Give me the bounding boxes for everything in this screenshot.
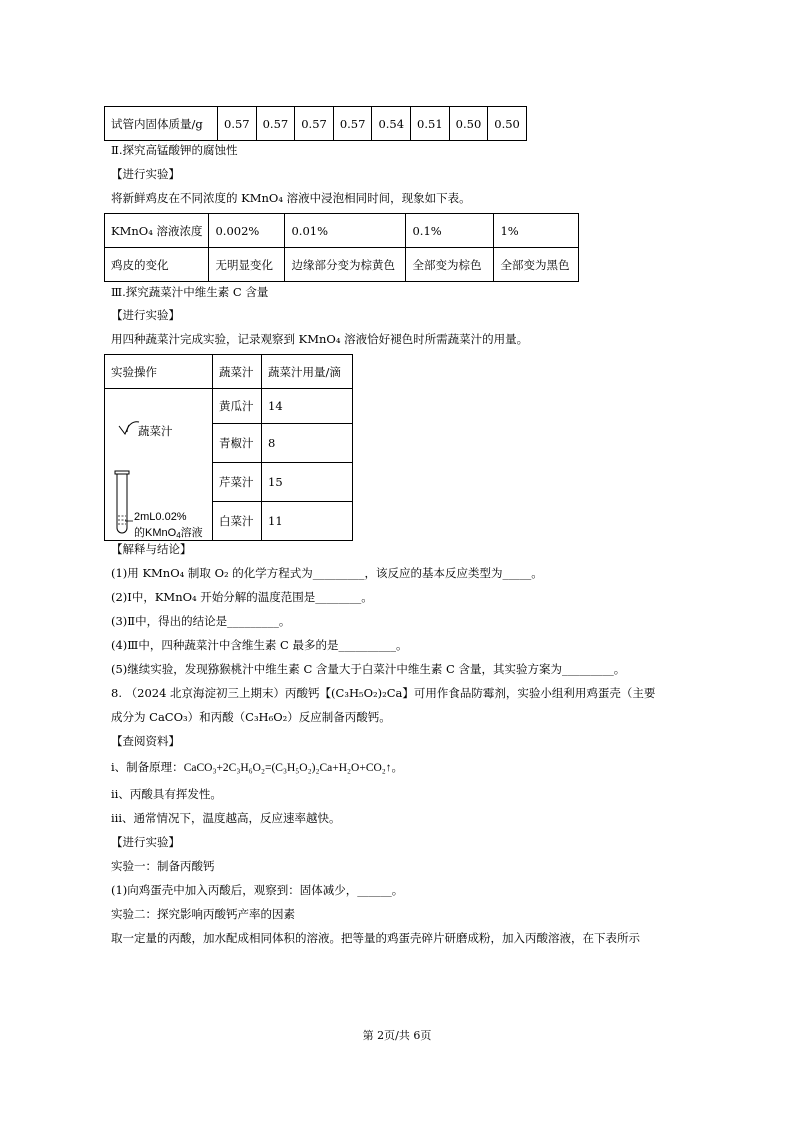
reaction-equation: CaCO₃+2C₃H₆O₂=(C₃H₅O₂)₂Ca+H₂O+CO₂↑。	[183, 762, 404, 774]
page-footer: 第 2页/共 6页	[362, 1029, 432, 1042]
mass-value: 0.54	[372, 107, 411, 141]
info-i	[111, 759, 403, 776]
experiment-2-text: 取一定量的丙酸，加水配成相同体积的溶液。把等量的鸡蛋壳碎片研磨成粉，加入丙酸溶液，在下表所示	[111, 931, 640, 945]
question-5: (5)继续实验，发现猕猴桃汁中维生素 C 含量大于白菜汁中维生素 C 含量，其实验方案为_________。	[111, 662, 626, 676]
section2-title: Ⅱ.探究高锰酸钾的腐蚀性	[111, 143, 238, 157]
veg-name: 白菜汁	[213, 502, 262, 541]
skin-table	[104, 213, 579, 282]
question-4: (4)Ⅲ中，四种蔬菜汁中含维生素 C 最多的是__________。	[111, 638, 408, 652]
solution-label-2a: 的KMnO	[134, 526, 177, 539]
skin-cell: 无明显变化	[209, 248, 285, 282]
experiment-2-title: 实验二：探究影响丙酸钙产率的因素	[111, 907, 295, 921]
solution-label-2	[134, 524, 203, 540]
question-1: (1)用 KMnO₄ 制取 O₂ 的化学方程式为_________，该反应的基本反应类型为_____。	[111, 566, 543, 580]
skin-cell: 边缘部分变为棕黄色	[285, 248, 406, 282]
mass-value: 0.57	[295, 107, 334, 141]
veg-table	[104, 354, 353, 541]
juice-label: 蔬菜汁	[138, 423, 173, 438]
veg-name: 青椒汁	[213, 424, 262, 463]
skin-cell: 0.1%	[406, 214, 494, 248]
veg-header: 蔬菜汁	[213, 355, 262, 389]
question-3: (3)Ⅱ中，得出的结论是_________。	[111, 614, 291, 628]
problem8-line2: 成分为 CaCO₃）和丙酸（C₃H₆O₂）反应制备丙酸钙。	[111, 710, 391, 724]
solution-label-sub: 4	[176, 530, 181, 540]
experiment-1-question: (1)向鸡蛋壳中加入丙酸后，观察到：固体减少，______。	[111, 883, 404, 897]
veg-name: 芹菜汁	[213, 463, 262, 502]
skin-cell: 全部变为棕色	[406, 248, 494, 282]
mass-value: 0.51	[411, 107, 450, 141]
skin-cell: KMnO₄ 溶液浓度	[105, 214, 209, 248]
experiment-heading: 【进行实验】	[111, 835, 180, 849]
conclusion-heading: 【解释与结论】	[111, 542, 192, 556]
section3-title: Ⅲ.探究蔬菜汁中维生素 C 含量	[111, 285, 269, 299]
mass-value: 0.50	[488, 107, 527, 141]
info-iii: ⅲ、通常情况下，温度越高，反应速率越快。	[111, 811, 341, 825]
solution-label-1: 2mL0.02%	[134, 510, 187, 523]
mass-value: 0.57	[333, 107, 372, 141]
skin-cell: 0.01%	[285, 214, 406, 248]
veg-name: 黄瓜汁	[213, 389, 262, 424]
problem8-line1: 8. （2024 北京海淀初三上期末）丙酸钙【(C₃H₅O₂)₂Ca】可用作食品防霉剂，实验小组利用鸡蛋壳（主要	[111, 686, 656, 700]
experiment-diagram-cell	[105, 389, 213, 541]
experiment-1-title: 实验一：制备丙酸钙	[111, 859, 215, 873]
veg-drops: 8	[262, 424, 353, 463]
mass-value: 0.57	[256, 107, 295, 141]
info-ii: ⅱ、丙酸具有挥发性。	[111, 787, 222, 801]
section2-intro: 将新鲜鸡皮在不同浓度的 KMnO₄ 溶液中浸泡相同时间，现象如下表。	[111, 191, 471, 205]
skin-cell: 鸡皮的变化	[105, 248, 209, 282]
info-i-prefix: ⅰ、制备原理：	[111, 760, 184, 774]
veg-drops: 15	[262, 463, 353, 502]
experiment-diagram	[105, 390, 212, 540]
mass-value: 0.57	[218, 107, 257, 141]
mass-value: 0.50	[449, 107, 488, 141]
section2-experiment-heading: 【进行实验】	[111, 167, 180, 181]
veg-drops: 11	[262, 502, 353, 541]
skin-cell: 1%	[494, 214, 579, 248]
section3-experiment-heading: 【进行实验】	[111, 308, 180, 322]
mass-table	[104, 106, 527, 141]
section3-intro: 用四种蔬菜汁完成实验，记录观察到 KMnO₄ 溶液恰好褪色时所需蔬菜汁的用量。	[111, 332, 529, 346]
mass-table-label: 试管内固体质量/g	[105, 107, 218, 141]
solution-label-3: 溶液	[180, 526, 203, 539]
skin-cell: 0.002%	[209, 214, 285, 248]
skin-cell: 全部变为黑色	[494, 248, 579, 282]
veg-header: 实验操作	[105, 355, 213, 389]
info-heading: 【查阅资料】	[111, 734, 180, 748]
veg-header: 蔬菜汁用量/滴	[262, 355, 353, 389]
veg-drops: 14	[262, 389, 353, 424]
question-2: (2)Ⅰ中，KMnO₄ 开始分解的温度范围是________。	[111, 590, 373, 604]
